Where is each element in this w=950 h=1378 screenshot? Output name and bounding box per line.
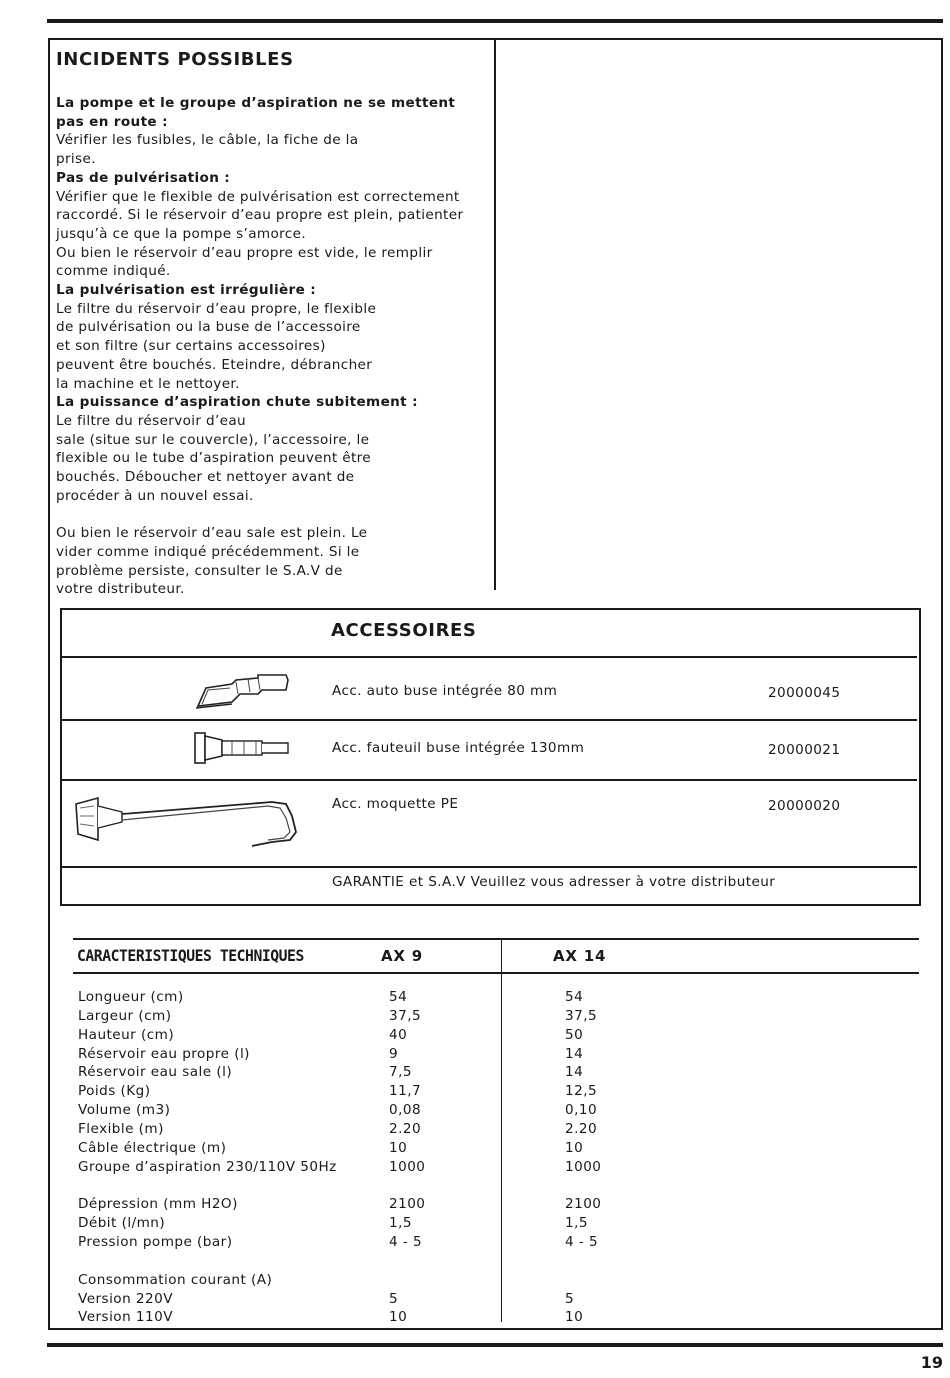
- spec-value-ax9: 1000: [389, 1158, 426, 1175]
- specs-header-rule: [73, 972, 919, 974]
- specs-title: CARACTERISTIQUES TECHNIQUES: [77, 946, 304, 965]
- incident-text: peuvent être bouchés. Eteindre, débrancher: [56, 356, 373, 373]
- accessories-row-divider: [62, 719, 917, 721]
- accessory-label: Acc. moquette PE: [332, 796, 459, 812]
- incidents-section: [56, 48, 496, 599]
- incident-heading: La pulvérisation est irrégulière :: [56, 282, 317, 299]
- incident-heading: La pompe et le groupe d’aspiration ne se mettent: [56, 95, 456, 111]
- spec-value-ax14: 54: [565, 989, 584, 1005]
- accessory-reference: 20000021: [768, 742, 841, 758]
- spec-label: Dépression (mm H2O): [78, 1196, 238, 1213]
- spec-label: Groupe d’aspiration 230/110V 50Hz: [78, 1158, 337, 1175]
- incident-text: Le filtre du réservoir d’eau propre, le flexible: [56, 300, 377, 317]
- frame-left: [48, 38, 50, 1330]
- incident-heading: Pas de pulvérisation :: [56, 169, 231, 186]
- spec-label: Flexible (m): [78, 1120, 164, 1137]
- specs-column-divider: [501, 938, 502, 1322]
- spec-value-ax9: 5: [389, 1290, 399, 1307]
- accessory-reference: 20000045: [768, 685, 841, 701]
- spec-value-ax9: 9: [389, 1045, 399, 1062]
- spec-value-ax9: 10: [389, 1139, 408, 1156]
- incident-text: Vérifier que le flexible de pulvérisation est correctement: [56, 188, 460, 205]
- accessories-row-divider: [62, 779, 917, 781]
- spec-value-ax14: 10: [565, 1309, 584, 1326]
- incident-text: prise.: [56, 151, 96, 168]
- incident-text: Vérifier les fusibles, le câble, la fiche de la: [56, 132, 359, 149]
- incident-text: Le filtre du réservoir d’eau: [56, 412, 247, 429]
- incident-text: la machine et le nettoyer.: [56, 375, 240, 392]
- incident-text: raccordé. Si le réservoir d’eau propre est plein, patienter: [56, 207, 464, 224]
- accessory-label: Acc. fauteuil buse intégrée 130mm: [332, 740, 585, 756]
- spec-value-ax14: 50: [565, 1026, 584, 1043]
- warranty-note: GARANTIE et S.A.V Veuillez vous adresser à votre distributeur: [332, 874, 776, 890]
- spec-label: Longueur (cm): [78, 989, 184, 1005]
- spec-value-ax9: 4 - 5: [389, 1233, 423, 1250]
- spec-label: Largeur (cm): [78, 1007, 172, 1024]
- incident-text: vider comme indiqué précédemment. Si le: [56, 543, 360, 560]
- incident-text: Ou bien le réservoir d’eau propre est vide, le remplir: [56, 244, 433, 261]
- model-ax9-header: AX 9: [381, 947, 424, 965]
- spec-value-ax9: 11,7: [389, 1083, 422, 1100]
- frame-right: [941, 38, 943, 1330]
- top-rule: [47, 19, 943, 23]
- specs-top-rule: [73, 938, 919, 940]
- spec-value-ax14: 0,10: [565, 1102, 598, 1119]
- spec-value-ax14: 10: [565, 1139, 584, 1156]
- model-ax14-header: AX 14: [553, 947, 607, 965]
- incident-text: problème persiste, consulter le S.A.V de: [56, 562, 343, 579]
- incident-text: [56, 505, 496, 524]
- incident-text: bouchés. Déboucher et nettoyer avant de: [56, 469, 355, 486]
- spec-value-ax14: [565, 1252, 601, 1271]
- incident-text: votre distributeur.: [56, 581, 185, 598]
- spec-value-ax14: 2100: [565, 1196, 602, 1213]
- incident-text: Ou bien le réservoir d’eau sale est plein. Le: [56, 525, 368, 542]
- incidents-title: INCIDENTS POSSIBLES: [56, 49, 294, 70]
- frame-bottom: [48, 1328, 943, 1330]
- bottom-rule: [47, 1343, 943, 1347]
- spec-value-ax9: 37,5: [389, 1007, 422, 1024]
- spec-label: Réservoir eau propre (l): [78, 1045, 250, 1062]
- spec-label: [78, 1176, 337, 1195]
- spec-value-ax14: 1000: [565, 1158, 602, 1175]
- spec-label: Volume (m3): [78, 1102, 171, 1119]
- specs-labels-column: [78, 988, 337, 1327]
- carpet-wand-icon: [72, 794, 304, 854]
- spec-label: Pression pompe (bar): [78, 1233, 233, 1250]
- spec-label: [78, 1252, 337, 1271]
- spec-value-ax9: 7,5: [389, 1064, 412, 1081]
- auto-nozzle-icon: [192, 672, 292, 712]
- spec-value-ax9: 10: [389, 1309, 408, 1326]
- spec-label: Débit (l/mn): [78, 1215, 166, 1232]
- specs-ax14-column: [565, 988, 601, 1327]
- spec-label: Consommation courant (A): [78, 1271, 273, 1288]
- accessories-row-divider: [62, 866, 917, 868]
- spec-label: Hauteur (cm): [78, 1026, 175, 1043]
- incident-text: et son filtre (sur certains accessoires): [56, 338, 326, 355]
- accessory-label: Acc. auto buse intégrée 80 mm: [332, 683, 558, 699]
- spec-value-ax9: 2.20: [389, 1120, 422, 1137]
- incident-text: jusqu’à ce que la pompe s’amorce.: [56, 225, 306, 242]
- spec-value-ax14: 1,5: [565, 1215, 588, 1232]
- page-number: 19: [920, 1353, 943, 1372]
- spec-value-ax9: 54: [389, 989, 408, 1005]
- spec-value-ax14: 14: [565, 1064, 584, 1081]
- spec-label: Réservoir eau sale (l): [78, 1064, 233, 1081]
- incident-text: flexible ou le tube d’aspiration peuvent être: [56, 450, 371, 467]
- spec-value-ax9: 1,5: [389, 1215, 412, 1232]
- accessory-reference: 20000020: [768, 798, 841, 814]
- spec-value-ax9: [389, 1176, 425, 1195]
- spec-value-ax9: 0,08: [389, 1102, 422, 1119]
- incident-text: de pulvérisation ou la buse de l’accessoire: [56, 319, 361, 336]
- spec-label: Poids (Kg): [78, 1083, 151, 1100]
- spec-value-ax14: 2.20: [565, 1120, 598, 1137]
- incident-heading: pas en route :: [56, 113, 168, 130]
- specs-ax9-column: [389, 988, 425, 1327]
- upholstery-nozzle-icon: [192, 730, 292, 766]
- spec-label: Version 110V: [78, 1309, 173, 1326]
- accessories-title: ACCESSOIRES: [331, 620, 477, 641]
- incident-text: procéder à un nouvel essai.: [56, 487, 254, 504]
- incident-heading: La puissance d’aspiration chute subitement :: [56, 394, 418, 411]
- spec-value-ax14: [565, 1176, 601, 1195]
- spec-label: Câble électrique (m): [78, 1139, 227, 1156]
- spec-value-ax14: 5: [565, 1290, 575, 1307]
- accessories-header-divider: [62, 656, 917, 658]
- incident-text: comme indiqué.: [56, 263, 171, 280]
- spec-value-ax14: 12,5: [565, 1083, 598, 1100]
- spec-value-ax14: 37,5: [565, 1007, 598, 1024]
- incident-text: sale (situe sur le couvercle), l’accessoire, le: [56, 431, 370, 448]
- spec-value-ax9: [389, 1271, 425, 1290]
- spec-value-ax9: 2100: [389, 1196, 426, 1213]
- spec-value-ax9: [389, 1252, 425, 1271]
- incidents-body: [56, 94, 496, 599]
- spec-value-ax14: 4 - 5: [565, 1233, 599, 1250]
- spec-label: Version 220V: [78, 1290, 173, 1307]
- spec-value-ax14: [565, 1271, 601, 1290]
- spec-value-ax9: 40: [389, 1026, 408, 1043]
- spec-value-ax14: 14: [565, 1045, 584, 1062]
